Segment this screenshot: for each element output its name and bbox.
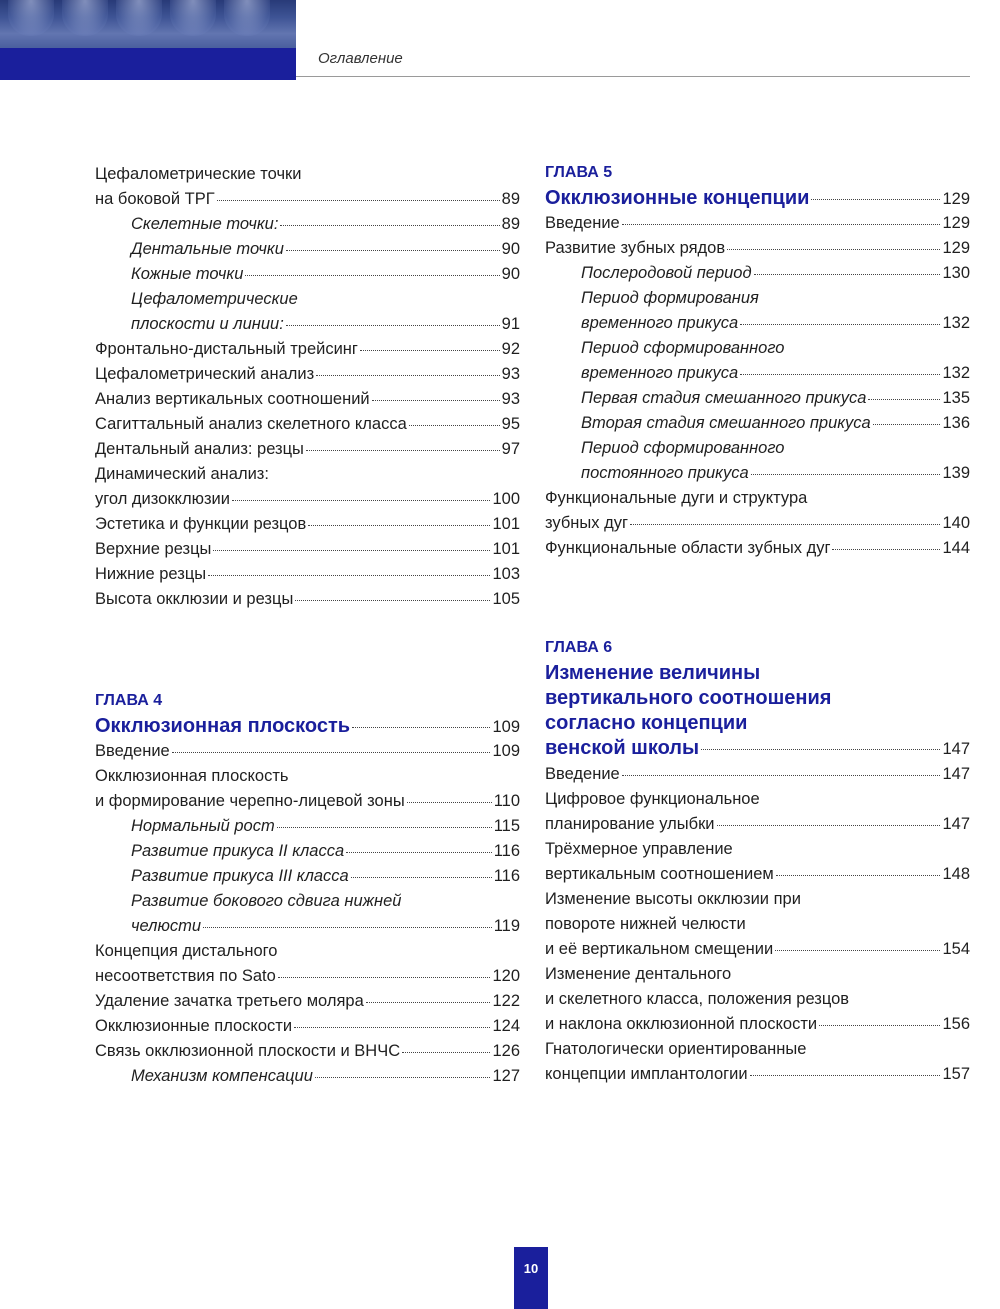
page-ref: 135	[942, 389, 970, 407]
toc-entry[interactable]	[131, 239, 520, 259]
leader-dots	[701, 749, 940, 750]
page-ref: 126	[492, 1042, 520, 1060]
toc-entry-title: Развитие зубных рядов	[545, 239, 726, 257]
toc-entry	[545, 488, 970, 508]
toc-entry-title: повороте нижней челюсти	[545, 915, 746, 933]
page-ref: 130	[942, 264, 970, 282]
toc-entry	[545, 964, 970, 984]
leader-dots	[352, 727, 490, 728]
leader-dots	[873, 424, 941, 425]
toc-entry-title: Концепция дистального	[95, 942, 278, 960]
toc-entry-title: угол дизокклюзии	[95, 490, 230, 508]
toc-entry[interactable]	[545, 213, 970, 233]
page-ref: 140	[942, 514, 970, 532]
toc-entry[interactable]	[545, 538, 970, 558]
toc-entry[interactable]	[581, 463, 970, 483]
toc-entry	[545, 989, 970, 1009]
toc-entry-title: Анализ вертикальных соотношений	[95, 390, 370, 408]
leader-dots	[286, 325, 500, 326]
leader-dots	[750, 1075, 941, 1076]
toc-entry-title: Удаление зачатка третьего моляра	[95, 992, 364, 1010]
leader-dots	[754, 274, 941, 275]
toc-entry-title: Цефалометрический анализ	[95, 365, 315, 383]
page-ref: 97	[501, 440, 520, 458]
toc-entry[interactable]	[95, 564, 520, 584]
page-ref: 119	[493, 917, 520, 935]
toc-entry[interactable]	[95, 439, 520, 459]
toc-entry[interactable]	[131, 214, 520, 234]
toc-entry	[95, 766, 520, 786]
chapter-label: ГЛАВА 6	[545, 639, 613, 656]
toc-entry-title: Вторая стадия смешанного прикуса	[581, 414, 871, 432]
leader-dots	[776, 875, 941, 876]
tooth-shape	[170, 0, 216, 36]
toc-entry-title: Цефалометрические точки	[95, 165, 302, 183]
header-blue-band	[0, 48, 296, 80]
header-photo	[0, 0, 296, 48]
toc-entry-title: временного прикуса	[581, 364, 739, 382]
page-ref: 91	[501, 315, 520, 333]
page-ref: 101	[492, 515, 520, 533]
toc-entry-title: Фронтально-дистальный трейсинг	[95, 340, 358, 358]
page-ref: 93	[501, 390, 520, 408]
toc-entry	[95, 464, 520, 484]
toc-entry[interactable]	[545, 864, 970, 884]
toc-entry-title: зубных дуг	[545, 514, 628, 532]
toc-entry	[95, 941, 520, 961]
toc-entry[interactable]	[95, 189, 520, 209]
toc-entry[interactable]	[95, 389, 520, 409]
toc-entry[interactable]	[581, 388, 970, 408]
tooth-shape	[62, 0, 108, 36]
chapter-title-block[interactable]	[545, 661, 970, 762]
leader-dots	[775, 950, 940, 951]
leader-dots	[727, 249, 940, 250]
toc-entry	[545, 1039, 970, 1059]
toc-entry-title: Функциональные области зубных дуг	[545, 539, 831, 557]
leader-dots	[740, 324, 940, 325]
leader-dots	[213, 550, 490, 551]
toc-entry-title: Высота окклюзии и резцы	[95, 590, 294, 608]
tooth-shape	[224, 0, 270, 36]
toc-entry-title: Динамический анализ:	[95, 465, 269, 483]
toc-entry	[545, 914, 970, 934]
leader-dots	[306, 450, 500, 451]
leader-dots	[402, 1052, 490, 1053]
page-number: 10	[514, 1247, 548, 1309]
toc-entry-title: концепции имплантологии	[545, 1065, 748, 1083]
toc-entry[interactable]	[545, 814, 970, 834]
toc-entry	[95, 164, 520, 184]
toc-entry[interactable]	[545, 939, 970, 959]
toc-entry[interactable]	[545, 513, 970, 533]
toc-entry-title: Первая стадия смешанного прикуса	[581, 389, 867, 407]
toc-entry-title: Механизм компенсации	[131, 1067, 313, 1085]
page-ref: 116	[493, 867, 520, 885]
toc-entry-title: временного прикуса	[581, 314, 739, 332]
page-ref: 129	[942, 214, 970, 232]
toc-entry-title: плоскости и линии:	[131, 315, 284, 333]
toc-entry[interactable]	[95, 364, 520, 384]
leader-dots	[277, 827, 492, 828]
page-ref: 116	[493, 842, 520, 860]
toc-entry	[581, 288, 970, 308]
page-ref: 147	[942, 765, 970, 783]
leader-dots	[622, 224, 941, 225]
toc-entry[interactable]	[131, 816, 520, 836]
chapter-title-line: вертикального соотношения	[545, 687, 832, 709]
toc-entry	[581, 338, 970, 358]
toc-entry[interactable]	[95, 339, 520, 359]
toc-entry-title: Дентальные точки	[131, 240, 284, 258]
toc-entry-title: Цифровое функциональное	[545, 790, 760, 808]
toc-entry-title: Дентальный анализ: резцы	[95, 440, 304, 458]
toc-entry-title: Окклюзионная плоскость	[95, 767, 289, 785]
page-ref: 105	[492, 590, 520, 608]
page-ref: 120	[492, 967, 520, 985]
toc-entry-title: и её вертикальном смещении	[545, 940, 774, 958]
chapter5-block	[545, 164, 970, 584]
toc-entry[interactable]	[95, 514, 520, 534]
page-ref: 132	[942, 364, 970, 382]
toc-entry-title: Гнатологически ориентированные	[545, 1040, 807, 1058]
page-ref: 124	[492, 1017, 520, 1035]
leader-dots	[316, 375, 499, 376]
toc-entry-title: Скелетные точки:	[131, 215, 279, 233]
toc-entry[interactable]	[581, 363, 970, 383]
section-title: Оглавление	[318, 50, 403, 67]
toc-entry-title: Верхние резцы	[95, 540, 212, 558]
page-ref: 89	[501, 190, 520, 208]
page-ref: 95	[501, 415, 520, 433]
toc-entry-title: Развитие прикуса III класса	[131, 867, 349, 885]
chapter-title-line: согласно концепции	[545, 712, 748, 734]
leader-dots	[308, 525, 490, 526]
leader-dots	[407, 802, 492, 803]
toc-entry-title: и наклона окклюзионной плоскости	[545, 1015, 818, 1033]
page-ref: 136	[942, 414, 970, 432]
toc-entry[interactable]	[95, 791, 520, 811]
chapter-title-line: венской школы	[545, 737, 700, 759]
leader-dots	[315, 1077, 491, 1078]
page-ref: 139	[942, 464, 970, 482]
toc-entry-title: планирование улыбки	[545, 815, 715, 833]
page-ref: 101	[492, 540, 520, 558]
toc-entry-title: Трёхмерное управление	[545, 840, 733, 858]
toc-entry[interactable]	[131, 1066, 520, 1086]
leader-dots	[295, 600, 490, 601]
leader-dots	[717, 825, 941, 826]
toc-entry[interactable]	[95, 1041, 520, 1061]
toc-entry[interactable]	[545, 1014, 970, 1034]
toc-entry[interactable]	[95, 966, 520, 986]
toc-entry[interactable]	[95, 414, 520, 434]
page-ref: 109	[492, 742, 520, 760]
page-ref: 129	[942, 190, 970, 208]
page-ref: 103	[492, 565, 520, 583]
toc-entry	[131, 891, 520, 911]
toc-entry-title: Период формирования	[581, 289, 759, 307]
leader-dots	[819, 1025, 940, 1026]
toc-entry-title: Период сформированного	[581, 339, 785, 357]
leader-dots	[351, 877, 492, 878]
toc-entry	[545, 839, 970, 859]
toc-entry[interactable]	[95, 1016, 520, 1036]
toc-entry[interactable]	[131, 264, 520, 284]
leader-dots	[630, 524, 941, 525]
toc-entry[interactable]	[131, 916, 520, 936]
page-ref: 132	[942, 314, 970, 332]
leader-dots	[208, 575, 490, 576]
toc-entry-title: и формирование черепно-лицевой зоны	[95, 792, 405, 810]
page-ref: 144	[942, 539, 970, 557]
toc-entry-title: Введение	[545, 214, 620, 232]
leader-dots	[360, 350, 500, 351]
chapter-label: ГЛАВА 5	[545, 164, 613, 181]
leader-dots	[868, 399, 940, 400]
page-ref: 154	[942, 940, 970, 958]
toc-entry[interactable]	[581, 413, 970, 433]
toc-entry-title: постоянного прикуса	[581, 464, 749, 482]
toc-entry[interactable]	[581, 263, 970, 283]
toc-entry[interactable]	[95, 539, 520, 559]
leader-dots	[372, 400, 500, 401]
chapter-title-row[interactable]	[545, 186, 970, 212]
chapter-title-row[interactable]	[95, 714, 520, 740]
toc-entry-title: Введение	[545, 765, 620, 783]
toc-entry[interactable]	[545, 1064, 970, 1084]
page-ref: 100	[492, 490, 520, 508]
toc-entry-title: Послеродовой период	[581, 264, 752, 282]
toc-entry	[545, 789, 970, 809]
toc-entry[interactable]	[131, 841, 520, 861]
leader-dots	[409, 425, 500, 426]
page-ref: 148	[942, 865, 970, 883]
page-ref: 129	[942, 239, 970, 257]
toc-entry-title: Цефалометрические	[131, 290, 298, 308]
header-rule	[296, 76, 970, 77]
toc-entry-title: Функциональные дуги и структура	[545, 489, 808, 507]
leader-dots	[232, 500, 491, 501]
page-ref: 156	[942, 1015, 970, 1033]
toc-entry-title: Введение	[95, 742, 170, 760]
toc-entry-title: и скелетного класса, положения резцов	[545, 990, 850, 1008]
leader-dots	[832, 549, 940, 550]
toc-entry-title: Нижние резцы	[95, 565, 207, 583]
toc-entry-title: Сагиттальный анализ скелетного класса	[95, 415, 407, 433]
toc-entry-title: Изменение дентального	[545, 965, 732, 983]
toc-entry[interactable]	[131, 314, 520, 334]
toc-entry-title: Кожные точки	[131, 265, 244, 283]
toc-entry-title: на боковой ТРГ	[95, 190, 215, 208]
toc-entry-title: Период сформированного	[581, 439, 785, 457]
page-ref: 109	[492, 718, 520, 736]
page-ref: 147	[942, 740, 970, 758]
toc-entry[interactable]	[581, 313, 970, 333]
toc-entry[interactable]	[545, 764, 970, 784]
leader-dots	[366, 1002, 491, 1003]
page-ref: 89	[501, 215, 520, 233]
page-ref: 115	[493, 817, 520, 835]
toc-entry-title: Развитие бокового сдвига нижней	[131, 892, 402, 910]
toc-entry[interactable]	[95, 589, 520, 609]
page-ref: 93	[501, 365, 520, 383]
leader-dots	[280, 225, 499, 226]
toc-entry-title: челюсти	[131, 917, 202, 935]
chapter-title: Окклюзионные концепции	[545, 187, 810, 209]
toc-entry[interactable]	[95, 741, 520, 761]
leader-dots	[217, 200, 500, 201]
chapter4-block	[95, 692, 520, 1092]
toc-entry[interactable]	[95, 991, 520, 1011]
tooth-shape	[116, 0, 162, 36]
leader-dots	[286, 250, 500, 251]
leader-dots	[172, 752, 491, 753]
page-ref: 90	[501, 240, 520, 258]
toc-entry[interactable]	[545, 238, 970, 258]
page-ref: 92	[501, 340, 520, 358]
toc-entry-title: Эстетика и функции резцов	[95, 515, 307, 533]
chapter6-block	[545, 639, 970, 1099]
toc-entry-title: Окклюзионные плоскости	[95, 1017, 293, 1035]
toc-entry-title: Изменение высоты окклюзии при	[545, 890, 801, 908]
leader-dots	[294, 1027, 490, 1028]
page-ref: 157	[942, 1065, 970, 1083]
leader-dots	[751, 474, 941, 475]
chapter-label: ГЛАВА 4	[95, 692, 163, 709]
toc-entry	[131, 289, 520, 309]
chapter-title-line: Изменение величины	[545, 662, 761, 684]
page-ref: 127	[492, 1067, 520, 1085]
toc-entry	[545, 889, 970, 909]
leader-dots	[740, 374, 940, 375]
leader-dots	[278, 977, 491, 978]
leader-dots	[622, 775, 941, 776]
toc-entry-title: Нормальный рост	[131, 817, 275, 835]
toc-entry-title: вертикальным соотношением	[545, 865, 774, 883]
toc-entry-title: Связь окклюзионной плоскости и ВНЧС	[95, 1042, 401, 1060]
leader-dots	[811, 199, 940, 200]
page-ref: 122	[492, 992, 520, 1010]
chapter-title: Окклюзионная плоскость	[95, 715, 351, 737]
toc-entry[interactable]	[131, 866, 520, 886]
toc-entry[interactable]	[95, 489, 520, 509]
toc-entry	[581, 438, 970, 458]
page-ref: 147	[942, 815, 970, 833]
toc-entry-title: несоответствия по Sato	[95, 967, 276, 985]
tooth-shape	[8, 0, 54, 36]
leader-dots	[346, 852, 492, 853]
page-ref: 90	[501, 265, 520, 283]
leader-dots	[203, 927, 492, 928]
toc-entry-title: Развитие прикуса II класса	[131, 842, 345, 860]
page-ref: 110	[493, 792, 520, 810]
leader-dots	[245, 275, 499, 276]
